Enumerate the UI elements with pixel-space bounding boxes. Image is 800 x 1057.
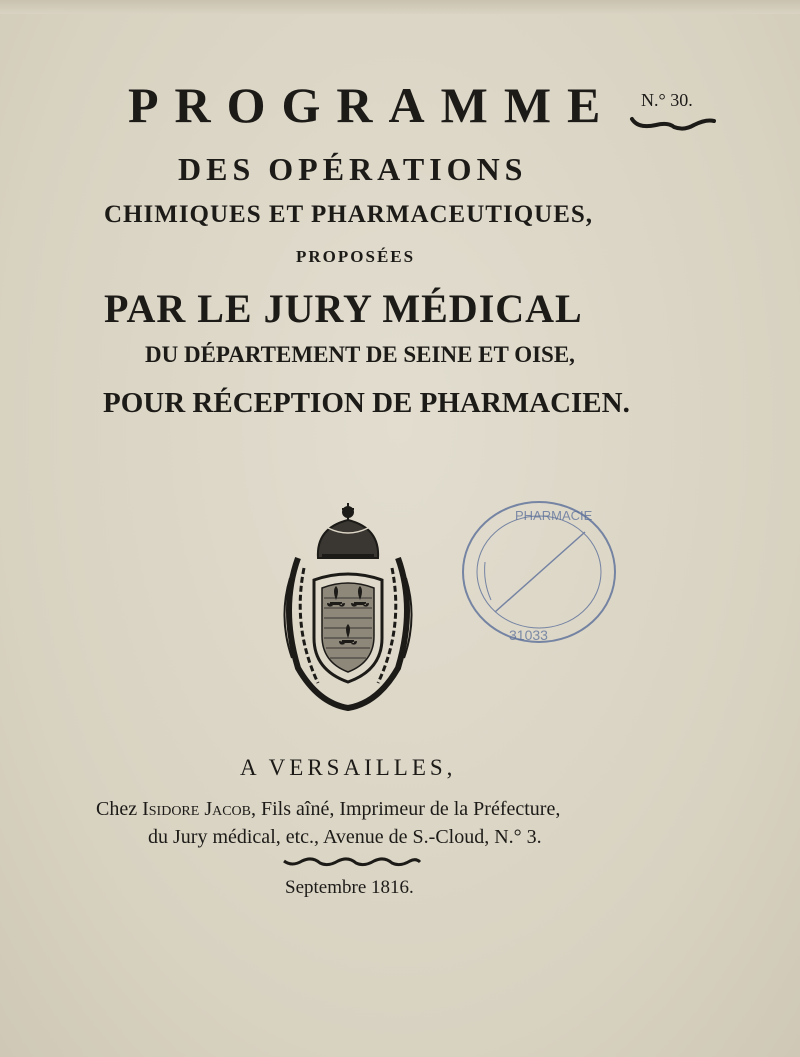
printer-name: Isidore Jacob xyxy=(142,798,251,820)
printer-suffix: , Fils aîné, Imprimeur de la Préfecture, xyxy=(251,798,561,820)
document-number: N.° 30. xyxy=(641,90,693,110)
svg-text:31033: 31033 xyxy=(509,627,548,643)
royal-crest-icon xyxy=(278,498,418,713)
heading-line-3: PROPOSÉES xyxy=(296,247,416,266)
library-stamp-icon xyxy=(455,492,625,652)
heading-line-5: DU DÉPARTEMENT DE SEINE ET OISE, xyxy=(145,342,575,367)
document-title: PROGRAMME xyxy=(128,77,617,133)
page-top-edge xyxy=(0,0,800,14)
imprint-date: Septembre 1816. xyxy=(285,877,414,898)
heading-line-6: POUR RÉCEPTION DE PHARMACIEN. xyxy=(103,387,630,419)
heading-line-4: PAR LE JURY MÉDICAL xyxy=(104,286,583,331)
svg-text:PHARMACIE: PHARMACIE xyxy=(515,508,593,523)
heading-line-1: DES OPÉRATIONS xyxy=(178,151,528,187)
printer-prefix: Chez xyxy=(96,798,138,820)
heading-line-2: CHIMIQUES ET PHARMACEUTIQUES, xyxy=(104,201,594,228)
ornamental-rule xyxy=(282,855,422,869)
imprint-address: du Jury médical, etc., Avenue de S.-Cloud, N.° 3. xyxy=(148,826,542,848)
imprint-city: A VERSAILLES, xyxy=(240,755,457,780)
number-flourish xyxy=(628,113,718,133)
imprint-printer-line xyxy=(96,798,716,821)
